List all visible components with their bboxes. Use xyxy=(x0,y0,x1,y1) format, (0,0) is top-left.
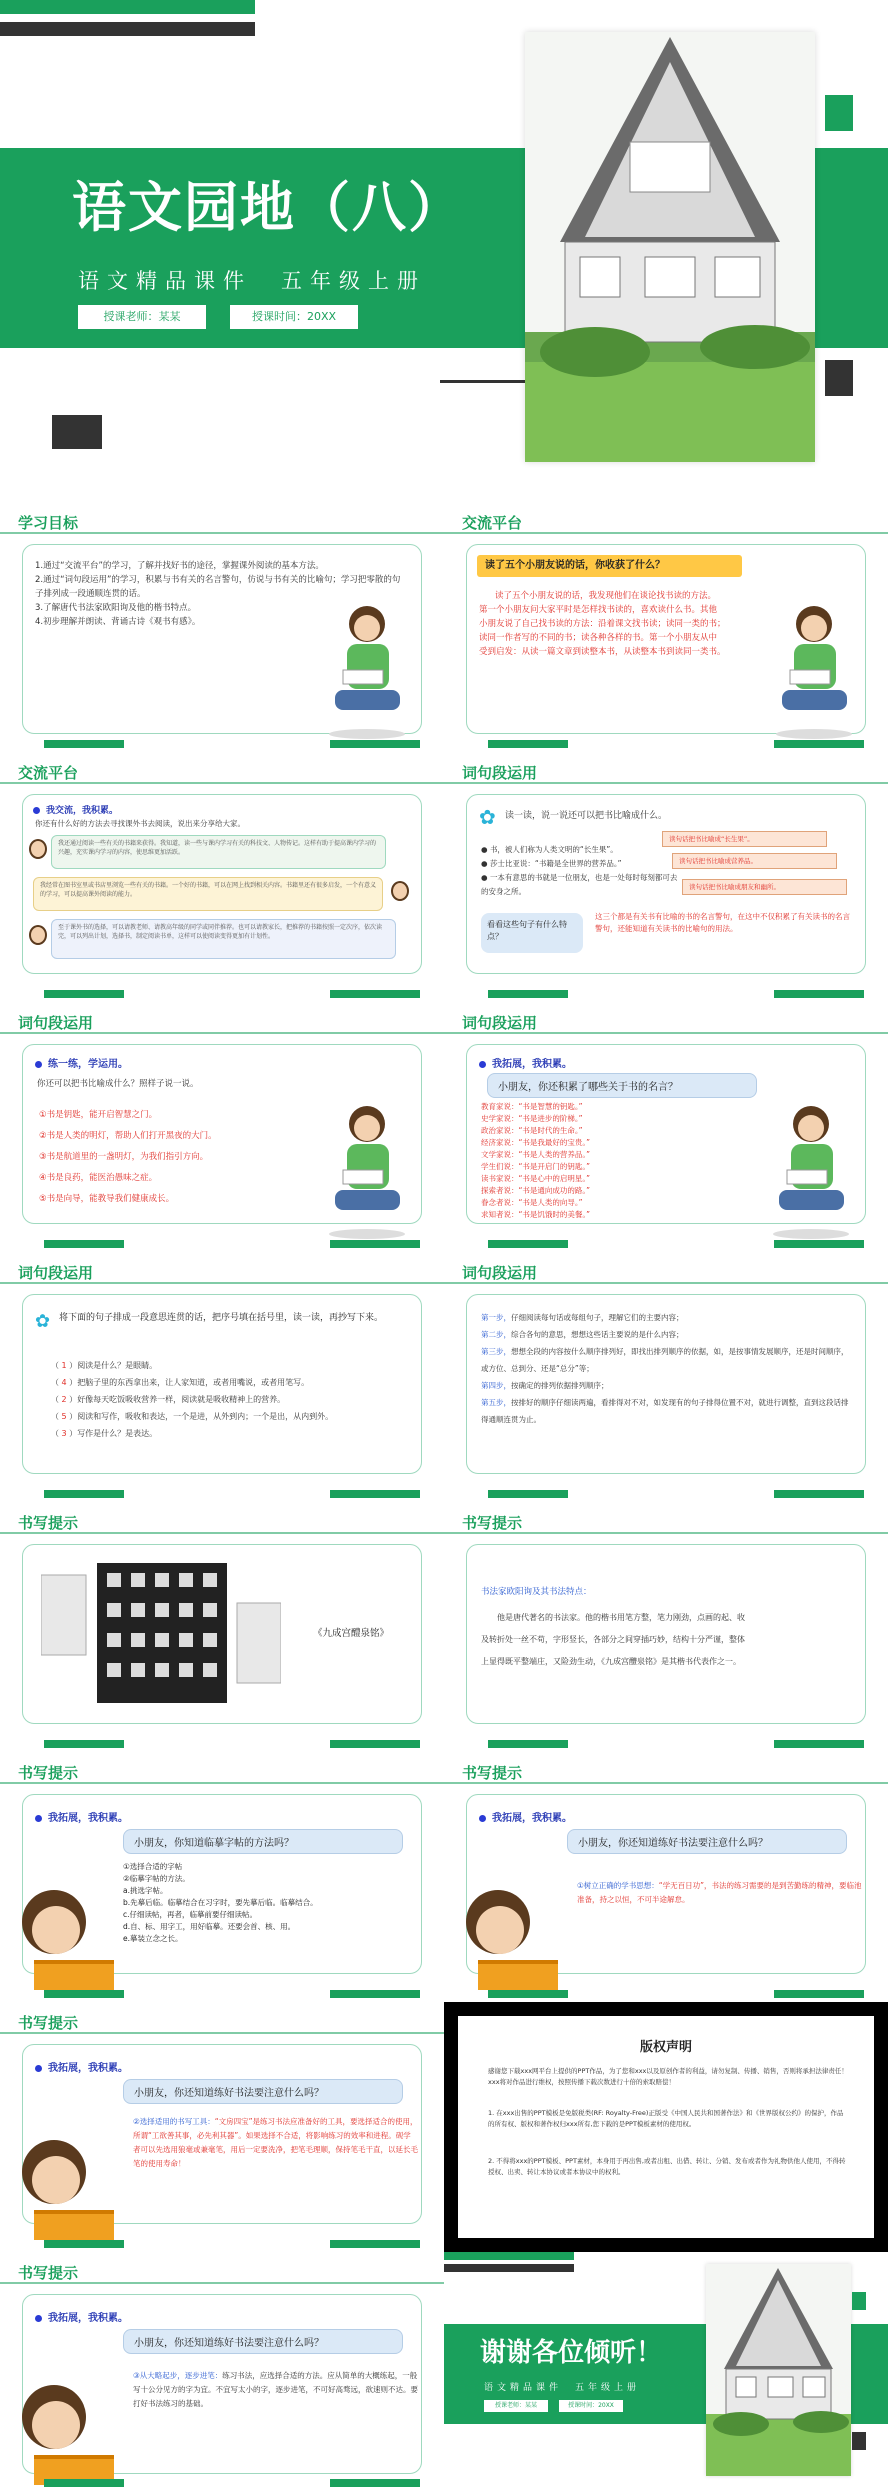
copyright-title: 版权声明 xyxy=(639,2040,692,2055)
answer-line: 小朋友说了自己找书读的方法：沿着课文找书读；读同一类的书； xyxy=(479,619,726,629)
bullet-dot xyxy=(479,1061,486,1068)
order-text: 把脑子里的东西拿出来，让人家知道，或者用嘴说，或者用笔写。 xyxy=(77,1378,310,1387)
section-head xyxy=(35,1809,128,1824)
step-key: 第四步， xyxy=(481,1381,511,1390)
section-title: 词句段运用 xyxy=(462,764,538,782)
question-bubble: 小朋友，你还知道练好书法要注意什么吗？ xyxy=(123,2079,403,2104)
slide-writing-1 xyxy=(0,1502,444,1752)
bullet-dot xyxy=(33,807,40,814)
bottom-bar xyxy=(44,1740,124,1748)
step-key: 第一步， xyxy=(481,1313,511,1322)
bottom-bar xyxy=(488,1240,568,1248)
thanks-house-photo xyxy=(706,2264,851,2476)
method-item: ②临摹字帖的方法。 xyxy=(123,1874,190,1883)
note-box: 读句话把书比喻成营养品。 xyxy=(672,853,837,869)
section-head xyxy=(479,1055,572,1070)
head-text: 书法家欧阳询及其书法特点： xyxy=(481,1587,592,1597)
girl-with-book-illustration xyxy=(448,1882,558,1997)
tip-box xyxy=(51,835,386,869)
quote-item: 学生们说：“书是开启门的钥匙。” xyxy=(481,1162,591,1171)
section-title: 书写提示 xyxy=(462,1764,523,1782)
deco-bar-dark xyxy=(444,2264,574,2272)
section-head xyxy=(33,803,118,816)
kid-avatar xyxy=(391,881,409,901)
quote-item: 文学家说：“书是人类的营养品。” xyxy=(481,1150,591,1159)
section-head xyxy=(35,2309,128,2324)
bottom-bar xyxy=(488,990,568,998)
tip-paragraph xyxy=(577,1879,862,1907)
title-underline xyxy=(0,532,444,534)
step-item xyxy=(481,1309,853,1326)
bullet-dot xyxy=(35,1061,42,1068)
slide-writing-5 xyxy=(0,2002,444,2252)
title-underline xyxy=(0,2032,444,2034)
step-text: 综合各句的意思，想想这些话主要说的是什么内容； xyxy=(511,1330,684,1339)
bottom-bar xyxy=(44,1490,124,1498)
quote-item: 经济家说：“书是我最好的宝贵。” xyxy=(481,1138,591,1147)
order-row: （ 2 ）好像每天吃饭吸收营养一样，阅读就是吸收精神上的营养。 xyxy=(51,1395,286,1404)
quote-item: 读书家说：“书是心中的启明星。” xyxy=(481,1174,591,1183)
answer-line: 第一个小朋友问大家平时是怎样找书读的，喜欢读什么书。其他 xyxy=(479,605,718,615)
order-number: 3 xyxy=(61,1429,67,1438)
bottom-bar xyxy=(330,740,420,748)
quote-text: 一本有意思的书就是一位朋友，也是一处每时每刻都可去的安身之所。 xyxy=(481,873,678,896)
content-card xyxy=(22,1544,422,1724)
tip-body: 练习书法，应选择合适的方法。应从简单的大概练起，一般写十公分见方的字为宜。不宜写太小的字，逐步进笔，不可好高骛远，欲速则不达。要打好书法练习的基础。 xyxy=(133,2371,418,2408)
tip-key: ①树立正确的学书思想： xyxy=(577,1881,659,1890)
section-head xyxy=(35,2059,128,2074)
section-title: 书写提示 xyxy=(462,1514,523,1532)
title-underline xyxy=(0,2282,444,2284)
order-text: 阅读和写作，吸收和表达，一个是进，从外到内；一个是出，从内到外。 xyxy=(77,1412,334,1421)
thanks-teacher: 授课老师：某某 xyxy=(484,2400,548,2412)
title-underline xyxy=(0,1282,444,1284)
slide-exchange-1 xyxy=(444,502,888,752)
step-item xyxy=(481,1343,853,1377)
bottom-bar xyxy=(488,1740,568,1748)
question-bubble: 小朋友，你还积累了哪些关于书的名言？ xyxy=(487,1073,757,1098)
slide-words-1 xyxy=(444,752,888,1002)
note-box: 读句话把书比喻成朋友和幽所。 xyxy=(682,879,847,895)
deco-bar-top xyxy=(444,2252,574,2260)
body-line: 及转折处一丝不苟，字形竖长，各部分之间穿插巧妙，结构十分严谨，整体 xyxy=(481,1635,745,1644)
section-title: 词句段运用 xyxy=(462,1014,538,1032)
cover-time: 授课时间：20XX xyxy=(230,305,358,329)
head-text: 我拓展，我积累。 xyxy=(48,1813,128,1824)
flower-icon: ✿ xyxy=(35,1311,51,1332)
slide-writing-3 xyxy=(0,1752,444,2002)
method-item: c.仔细读帖，再者，临摹前要仔细读帖。 xyxy=(123,1910,258,1919)
order-row: （ 5 ）阅读和写作，吸收和表达，一个是进，从外到内；一个是出，从内到外。 xyxy=(51,1412,334,1421)
quote-item: ● 书，被人们称为人类文明的“长生果”。 xyxy=(481,845,618,854)
metaphor-item: ①书是钥匙，能开启智慧之门。 xyxy=(39,1110,158,1120)
tip-box xyxy=(51,919,396,959)
head-text: 练一练，学运用。 xyxy=(48,1059,128,1070)
tip-paragraph xyxy=(133,2369,418,2411)
section-head xyxy=(35,1055,128,1070)
thanks-title: 谢谢各位倾听！ xyxy=(480,2338,663,2368)
tip-key: ②选择适用的书写工具： xyxy=(133,2117,215,2126)
content-card xyxy=(466,1544,866,1724)
tip-key: ③从大略起步，逐步进笔： xyxy=(133,2371,223,2380)
answer-line: 受到启发：从读一篇文章到读整本书，从读整本书到读同一类书。 xyxy=(479,647,726,657)
reading-girl-illustration xyxy=(325,1102,410,1242)
question-bubble: 看看这些句子有什么特点？ xyxy=(481,913,583,953)
tip-body: “文房四宝”是练习书法应准备好的工具，要选择适合的使用，所谓“工欲善其事，必先利其器”。如果选择不合适，将影响练习的效率和进程。砚学者可以先选用狼毫或兼毫笔，用后一定要洗净，把笔毛理顺，保持笔毛干直，以延长毛笔的使用寿命！ xyxy=(133,2117,418,2168)
goal-item: 4.初步理解并朗读、背诵古诗《观书有感》。 xyxy=(35,617,201,627)
order-number: 2 xyxy=(61,1395,67,1404)
reading-girl-illustration xyxy=(772,602,857,742)
cover-title: 语文园地（八） xyxy=(72,176,464,239)
section-title: 交流平台 xyxy=(462,514,523,532)
content-card xyxy=(22,794,422,974)
slide-writing-6 xyxy=(0,2252,444,2491)
tip-body: “学无百日功”，书法的练习需要的是到苦勤练的精神，要临池准备，持之以恒，不可半途解怠。 xyxy=(577,1881,862,1904)
flower-icon: ✿ xyxy=(479,805,496,829)
order-text: 好像每天吃饭吸收营养一样，阅读就是吸收精神上的营养。 xyxy=(77,1395,286,1404)
bottom-bar xyxy=(330,2240,420,2248)
bottom-bar xyxy=(774,740,864,748)
cover-house-photo xyxy=(525,32,815,462)
question-bubble: 小朋友，你还知道练好书法要注意什么吗？ xyxy=(567,1829,847,1854)
quote-item: 求知者说：“书是饥饿时的美餐。” xyxy=(481,1210,591,1219)
bottom-bar xyxy=(774,1240,864,1248)
copyright-para: 感谢您下载xxx网平台上提供的PPT作品，为了您和xxx以及原创作者的利益，请勿复制、传播、销售，否则将承担法律责任！xxx将对作品进行维权，按照传播下载次数进行十倍的索取赔偿！ xyxy=(488,2067,848,2086)
bottom-bar xyxy=(774,1490,864,1498)
question-bubble: 小朋友，你还知道练好书法要注意什么吗？ xyxy=(123,2329,403,2354)
bottom-bar xyxy=(44,990,124,998)
section-title: 词句段运用 xyxy=(18,1014,94,1032)
step-key: 第三步， xyxy=(481,1347,511,1356)
bottom-bar xyxy=(774,990,864,998)
cover-line xyxy=(440,380,530,383)
bottom-bar xyxy=(44,740,124,748)
bottom-bar xyxy=(44,2240,124,2248)
order-text: 阅读是什么？是眼睛。 xyxy=(77,1361,158,1370)
goal-item: 1.通过“交流平台”的学习，了解并找好书的途径，掌握课外阅读的基本方法。 xyxy=(35,561,324,571)
title-underline xyxy=(0,1032,444,1034)
bottom-bar xyxy=(44,2479,124,2487)
body-line: 上显得既平整端庄，又险劲生动，《九成宫醴泉铭》是其楷书代表作之一。 xyxy=(481,1657,741,1666)
order-row: （ 1 ）阅读是什么？是眼睛。 xyxy=(51,1361,158,1370)
title-underline xyxy=(444,1782,888,1784)
order-row: （ 3 ）写作是什么？是表达。 xyxy=(51,1429,158,1438)
head-text: 我拓展，我积累。 xyxy=(48,2063,128,2074)
step-text: 仔细阅读每句话或每组句子，理解它们的主要内容； xyxy=(511,1313,684,1322)
title-underline xyxy=(0,782,444,784)
quote-item: ● 莎士比亚说：“书籍是全世界的营养品。” xyxy=(481,859,622,868)
cover-subtitle: 语文精品课件 五年级上册 xyxy=(78,269,426,293)
step-item xyxy=(481,1377,853,1394)
kid-avatar xyxy=(29,925,47,945)
question-text: 你还可以把书比喻成什么？照样子说一说。 xyxy=(37,1079,199,1089)
bottom-bar xyxy=(330,1240,420,1248)
head-text: 我拓展，我积累。 xyxy=(492,1059,572,1070)
slide-copyright xyxy=(444,2002,888,2252)
quote-item: 政治家说：“书是时代的生命。” xyxy=(481,1126,583,1135)
thanks-subtitle: 语文精品课件 五年级上册 xyxy=(484,2383,641,2393)
slide-writing-4 xyxy=(444,1752,888,2002)
deco-bar-top xyxy=(0,0,255,14)
title-underline xyxy=(444,1282,888,1284)
step-item xyxy=(481,1394,853,1428)
order-number: 5 xyxy=(61,1412,67,1421)
section-title: 交流平台 xyxy=(18,764,79,782)
section-title: 学习目标 xyxy=(18,514,79,532)
section-head xyxy=(479,1809,572,1824)
tip-text: 至于课外书的选择，可以请教老师、请教高年级的同学或同伴推荐。也可以请教家长，把推荐的书籍按照一定次序，依次读完，可以列出计划，选择书，制定阅读书单，这样可以使阅读变得更加有计划性。 xyxy=(58,924,383,940)
calligraphy-caption: 《九成宫醴泉铭》 xyxy=(313,1628,390,1639)
girl-with-book-illustration xyxy=(4,2132,114,2247)
tip-paragraph xyxy=(133,2115,418,2171)
order-text: 写作是什么？是表达。 xyxy=(77,1429,158,1438)
step-item xyxy=(481,1326,853,1343)
step-text: 按排好的顺序仔细读两遍，看排得对不对，如发现有的句子排得位置不对，就进行调整，直到这段话排得通顺连贯为止。 xyxy=(481,1398,849,1424)
copyright-panel xyxy=(458,2016,874,2238)
order-number: 1 xyxy=(61,1361,67,1370)
head-text: 我拓展，我积累。 xyxy=(48,2313,128,2324)
head-text: 我交流，我积累。 xyxy=(46,806,119,816)
bullet-dot xyxy=(479,1815,486,1822)
section-title: 词句段运用 xyxy=(18,1264,94,1282)
section-title: 书写提示 xyxy=(18,1514,79,1532)
thanks-green-band-right xyxy=(849,2324,888,2424)
girl-with-book-illustration xyxy=(4,1882,114,1997)
bottom-bar xyxy=(330,1740,420,1748)
content-card xyxy=(466,794,866,974)
method-item: a.挑选字帖。 xyxy=(123,1886,168,1895)
title-underline xyxy=(0,1532,444,1534)
bullet-dot xyxy=(35,2065,42,2072)
step-key: 第五步， xyxy=(481,1398,511,1407)
question-bubble: 小朋友，你知道临摹字帖的方法吗？ xyxy=(123,1829,403,1854)
step-text: 按确定的排列依据排列顺序； xyxy=(511,1381,609,1390)
copyright-para: 1. 在xxx出售的PPT模板是免版税类(RF: Royalty-Free)正版受《中国人民共和国著作法》和《世界版权公约》的保护，作品的所有权、版权和著作权归xxx所有,您下载的是PPT模板素材的使用权。 xyxy=(488,2109,844,2128)
cover-dark-square-3 xyxy=(52,415,102,449)
task-text: 将下面的句子排成一段意思连贯的话，把序号填在括号里，读一读，再抄写下来。 xyxy=(59,1313,384,1323)
bottom-bar xyxy=(330,1490,420,1498)
calligraphy-image xyxy=(41,1563,281,1703)
copyright-para: 2. 不得将xxx的PPT模板、PPT素材，本身用于再出售,或者出租、出借、转让、分销、发布或者作为礼物供他人使用，不得转授权、出卖、转让本协议或者本协议中的权利。 xyxy=(488,2157,846,2176)
section-title: 词句段运用 xyxy=(462,1264,538,1282)
tip-box xyxy=(33,877,383,911)
bottom-bar xyxy=(488,1990,568,1998)
note-box: 读句话把书比喻成“长生果”。 xyxy=(662,831,827,847)
thanks-time: 授课时间：20XX xyxy=(559,2400,623,2412)
bottom-bar xyxy=(774,1990,864,1998)
bullet-dot xyxy=(35,2315,42,2322)
question-banner: 读了五个小朋友说的话，你收获了什么？ xyxy=(477,555,742,577)
method-item: e.摹装立念之长。 xyxy=(123,1934,183,1943)
bottom-bar xyxy=(774,1740,864,1748)
bottom-bar xyxy=(330,990,420,998)
section-title: 书写提示 xyxy=(18,2264,79,2282)
tip-text: 我还通过阅读一些有关的书籍来获得。我知道，读一些与课内学习有关的科技文、人物传记。这样有助于提高课内学习的兴趣，充实课内学习的内容，使思维更加活跃。 xyxy=(58,840,377,856)
slide-words-4 xyxy=(0,1252,444,1502)
bottom-bar xyxy=(488,740,568,748)
cover-teacher: 授课老师：某某 xyxy=(78,305,206,329)
slide-words-2 xyxy=(0,1002,444,1252)
reading-girl-illustration xyxy=(769,1102,854,1242)
bottom-bar xyxy=(330,2479,420,2487)
cover-dark-square xyxy=(825,95,853,131)
answer-line: 读了五个小朋友说的话，我发现他们在谈论找书读的方法。 xyxy=(495,591,717,601)
method-item: ①选择合适的字帖 xyxy=(123,1862,183,1871)
body-line: 他是唐代著名的书法家。他的楷书用笔方整，笔力刚劲，点画的起、收 xyxy=(497,1613,745,1622)
slide-goals xyxy=(0,502,444,752)
quote-item: 探索者说：“书是通向成功的路。” xyxy=(481,1186,591,1195)
metaphor-item: ③书是航道里的一盏明灯，为我们指引方向。 xyxy=(39,1152,209,1162)
slide-exchange-2 xyxy=(0,752,444,1002)
title-underline xyxy=(0,1782,444,1784)
slide-writing-2 xyxy=(444,1502,888,1752)
order-row: （ 4 ）把脑子里的东西拿出来，让人家知道，或者用嘴说，或者用笔写。 xyxy=(51,1378,310,1387)
bottom-bar xyxy=(44,1240,124,1248)
deco-dark-square xyxy=(852,2292,866,2310)
tip-text: 我经常在图书室里或书店里浏览一些有关的书籍。一个好的书籍，可以在网上找到相关内容。书籍里还有很多启发，一个有意义的学习，可以提高课外阅读的能力。 xyxy=(40,882,377,898)
deco-bar-dark xyxy=(0,22,255,36)
slide-words-5 xyxy=(444,1252,888,1502)
goal-item: 2.通过“词句段运用”的学习，积累与书有关的名言警句，仿说与书有关的比喻句；学习把零散的句子排列成一段通顺连贯的话。 xyxy=(35,575,401,599)
section-title: 书写提示 xyxy=(18,2014,79,2032)
head-text: 我拓展，我积累。 xyxy=(492,1813,572,1824)
cover-green-band-right xyxy=(810,148,888,348)
title-underline xyxy=(444,1032,888,1034)
answer-line: 读同一作者写的不同的书；读各种各样的书。第一个小朋友从中 xyxy=(479,633,718,643)
quote-text: 莎士比亚说：“书籍是全世界的营养品。” xyxy=(489,859,622,868)
slide-thanks xyxy=(444,2252,888,2491)
bottom-bar xyxy=(330,1990,420,1998)
quote-item: 教育家说：“书是智慧的钥匙。” xyxy=(481,1102,583,1111)
metaphor-item: ②书是人类的明灯，帮助人们打开黑夜的大门。 xyxy=(39,1131,217,1141)
girl-with-book-illustration xyxy=(4,2377,114,2487)
section-title: 书写提示 xyxy=(18,1764,79,1782)
slide-words-3 xyxy=(444,1002,888,1252)
content-card xyxy=(22,1294,422,1474)
reading-girl-illustration xyxy=(325,602,410,742)
quote-item: ● 一本有意思的书就是一位朋友，也是一处每时每刻都可去的安身之所。 xyxy=(481,873,678,896)
bottom-bar xyxy=(488,1490,568,1498)
quote-item: 史学家说：“书是进步的阶梯。” xyxy=(481,1114,583,1123)
metaphor-item: ④书是良药，能医治愚味之症。 xyxy=(39,1173,158,1183)
deco-dark-square xyxy=(852,2432,866,2450)
quote-text: 书，被人们称为人类文明的“长生果”。 xyxy=(489,845,618,854)
step-text: 想想全段的内容按什么顺序排列好，即找出排列顺序的依据，如，是按事情发展顺序，还是时间顺序，或方位、总到分、还是“总分”等； xyxy=(481,1347,849,1373)
step-key: 第二步， xyxy=(481,1330,511,1339)
cover-dark-square-2 xyxy=(825,360,853,396)
bullet-dot xyxy=(35,1815,42,1822)
title-underline xyxy=(444,532,888,534)
task-text: 读一读，说一说还可以把书比喻成什么。 xyxy=(505,811,668,821)
goal-item: 3.了解唐代书法家欧阳询及他的楷书特点。 xyxy=(35,603,197,613)
method-item: b.先摹后临。临摹结合在习字时，要先摹后临。临摹结合。 xyxy=(123,1898,318,1907)
order-number: 4 xyxy=(61,1378,67,1387)
slide-cover xyxy=(0,0,888,500)
content-card xyxy=(466,1294,866,1474)
kid-avatar xyxy=(29,839,47,859)
method-item: d.自、标、用字工，用好临摹。还要会首、核、用。 xyxy=(123,1922,296,1931)
bottom-bar xyxy=(44,1990,124,1998)
intro-text: 你还有什么好的方法去寻找课外书去阅读，说出来分享给大家。 xyxy=(35,819,245,828)
title-underline xyxy=(444,1532,888,1534)
title-underline xyxy=(444,782,888,784)
quote-item: 眷念者说：“书是人类的向导。” xyxy=(481,1198,583,1207)
answer-text: 这三个都是有关书有比喻的书的名言警句，在这中不仅积累了有关读书的名言警句，还能知道有关读书的比喻句的用法。 xyxy=(595,912,850,933)
metaphor-item: ⑤书是向导，能教导我们健康成长。 xyxy=(39,1194,175,1204)
